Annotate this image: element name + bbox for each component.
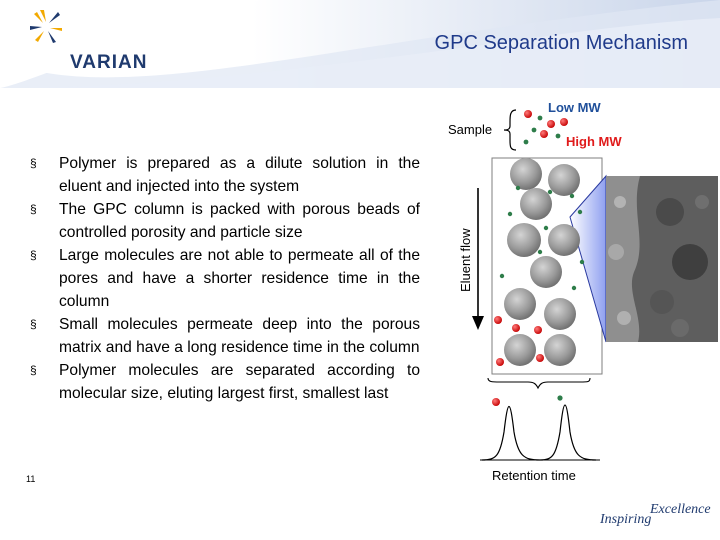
bullet-list <box>30 152 420 405</box>
bullet-text: Polymer molecules are separated according to molecular size, eluting largest first, smallest last <box>59 362 420 402</box>
porous-bead <box>548 164 580 196</box>
sample-label: Sample <box>448 122 493 137</box>
bullet-text: Small molecules permeate deep into the porous matrix and have a long residence time in the column <box>59 316 420 356</box>
eluent-flow-arrowhead-icon <box>472 316 484 330</box>
low-mw-molecule <box>524 140 529 145</box>
high-mw-molecule <box>534 326 542 334</box>
porous-bead <box>544 298 576 330</box>
bullet-marker: § <box>30 317 37 331</box>
high-mw-molecule <box>540 130 548 138</box>
high-mw-label: High MW <box>566 134 622 149</box>
inspiring-excellence-logo <box>598 502 716 538</box>
slide-header <box>0 0 720 88</box>
porous-bead <box>530 256 562 288</box>
low-mw-molecule <box>500 274 504 278</box>
bullet-item <box>30 244 420 313</box>
low-mw-molecule <box>572 286 576 290</box>
brand-word-excellence: Excellence <box>650 502 711 517</box>
bullet-item <box>30 313 420 359</box>
low-mw-molecule <box>556 134 561 139</box>
low-mw-molecule <box>544 226 548 230</box>
bullet-marker: § <box>30 156 37 170</box>
low-mw-molecule <box>548 190 552 194</box>
bullet-marker: § <box>30 363 37 377</box>
bullet-marker: § <box>30 202 37 216</box>
low-mw-peak <box>540 405 596 460</box>
low-mw-molecule <box>508 212 512 216</box>
eluent-flow-label: Eluent flow <box>458 228 473 292</box>
high-mw-molecule <box>494 316 502 324</box>
page-number: 11 <box>26 474 36 484</box>
brand-word-inspiring: Inspiring <box>600 512 652 527</box>
bullet-marker: § <box>30 248 37 262</box>
eluted-low-mw-molecule <box>557 395 562 400</box>
porous-bead <box>507 223 541 257</box>
porous-bead <box>504 288 536 320</box>
high-mw-molecule <box>512 324 520 332</box>
high-mw-molecule <box>496 358 504 366</box>
low-mw-molecule <box>570 194 574 198</box>
high-mw-molecule <box>524 110 532 118</box>
porous-bead <box>510 158 542 190</box>
bullet-item <box>30 152 420 198</box>
logo-text: VARIAN <box>70 52 148 73</box>
low-mw-label: Low MW <box>548 100 601 115</box>
bullet-text: The GPC column is packed with porous beads of controlled porosity and particle size <box>59 201 420 241</box>
retention-time-label: Retention time <box>492 468 576 483</box>
slide-title: GPC Separation Mechanism <box>434 32 688 54</box>
bullet-text: Polymer is prepared as a dilute solution in the eluent and injected into the system <box>59 155 420 195</box>
low-mw-molecule <box>580 260 584 264</box>
low-mw-molecule <box>538 250 542 254</box>
sample-brace <box>504 110 516 150</box>
porous-bead <box>504 334 536 366</box>
sample-molecules <box>524 110 568 144</box>
low-mw-molecule <box>532 128 537 133</box>
low-mw-molecule <box>516 186 520 190</box>
porous-bead <box>544 334 576 366</box>
chromatogram <box>480 405 600 460</box>
high-mw-peak <box>482 407 540 461</box>
low-mw-molecule <box>538 116 543 121</box>
porous-bead <box>520 188 552 220</box>
bullet-item <box>30 198 420 244</box>
bullet-item <box>30 359 420 405</box>
high-mw-molecule <box>547 120 555 128</box>
elution-brace <box>488 378 590 388</box>
low-mw-molecule <box>578 210 582 214</box>
porous-bead <box>548 224 580 256</box>
high-mw-molecule <box>536 354 544 362</box>
high-mw-molecule <box>560 118 568 126</box>
gpc-diagram <box>440 92 720 492</box>
bullet-text: Large molecules are not able to permeate all of the pores and have a shorter residence time in the column <box>59 247 420 310</box>
eluted-high-mw-molecule <box>492 398 500 406</box>
